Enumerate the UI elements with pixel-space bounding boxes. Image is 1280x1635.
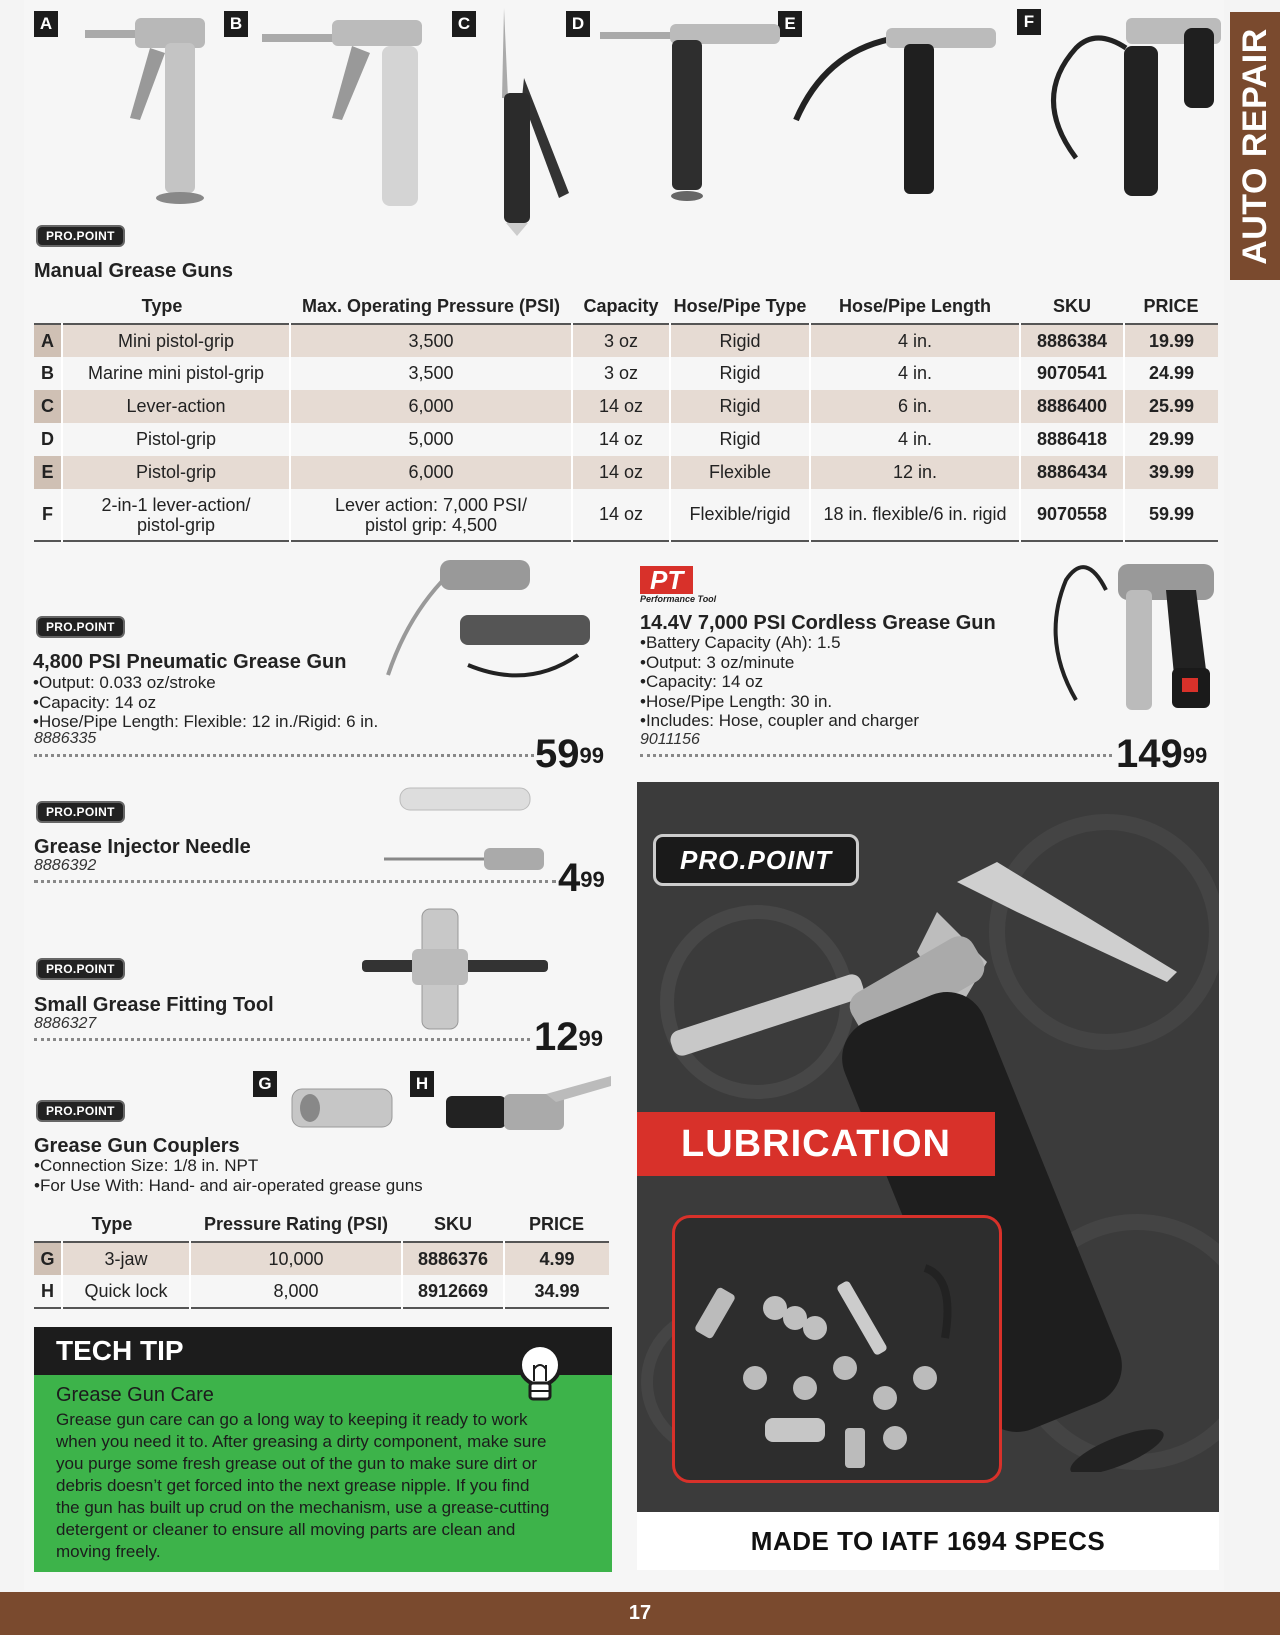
row-letter: G — [34, 1242, 62, 1275]
dotted-leader — [640, 754, 1112, 757]
product-letter-e: E — [778, 11, 802, 37]
grease-gun-f-image — [1036, 8, 1226, 208]
table-row — [34, 1242, 609, 1275]
needle-title: Grease Injector Needle — [34, 836, 251, 858]
coupler-letter-g: G — [253, 1071, 277, 1097]
col-hose-length: Hose/Pipe Length — [838, 296, 991, 316]
row-hose-type: Rigid — [670, 390, 810, 423]
tech-tip-subheading: Grease Gun Care — [56, 1384, 214, 1406]
pneumatic-specs — [33, 673, 378, 732]
tech-tip-box — [34, 1327, 612, 1572]
pro-point-badge: PRO.POINT — [36, 958, 125, 980]
grease-gun-e-image — [786, 10, 1006, 200]
coupler-g-image — [290, 1085, 394, 1131]
price-cents: 99 — [1182, 743, 1208, 768]
col-sku: SKU — [1052, 296, 1091, 316]
price-whole: 4 — [558, 856, 581, 900]
price-cents: 99 — [580, 867, 605, 892]
pneumatic-sku: 8886335 — [34, 730, 97, 747]
cordless-title: 14.4V 7,000 PSI Cordless Grease Gun — [640, 612, 996, 634]
row-hose-length: 6 in. — [810, 390, 1020, 423]
page-number: 17 — [628, 1602, 652, 1624]
row-letter: F — [42, 504, 53, 524]
dotted-leader — [34, 754, 534, 757]
spec-line: •Output: 3 oz/minute — [640, 652, 795, 672]
product-letter-c: C — [452, 11, 476, 37]
pro-point-badge: PRO.POINT — [36, 616, 125, 638]
table-row — [34, 456, 1218, 489]
cordless-sku: 9011156 — [640, 731, 700, 748]
table-row — [34, 390, 1218, 423]
row-type: Mini pistol-grip — [62, 324, 290, 357]
spec-line: •Hose/Pipe Length: Flexible: 12 in./Rigid: 6 in. — [33, 712, 379, 731]
row-price: 59.99 — [1124, 489, 1218, 541]
fitting-tool-price — [534, 1017, 603, 1057]
row-price: 4.99 — [504, 1242, 609, 1275]
price-whole: 12 — [534, 1015, 579, 1059]
pt-logo-mark: PT — [640, 566, 693, 594]
table-row — [34, 423, 1218, 456]
coupler-letter-h: H — [410, 1071, 434, 1097]
section-tab-label: AUTO REPAIR — [1235, 27, 1274, 265]
injector-needle-image — [384, 784, 564, 874]
pro-point-logo: PRO.POINT — [653, 834, 859, 886]
row-capacity: 14 oz — [572, 489, 670, 541]
row-hose-length: 18 in. flexible/6 in. rigid — [810, 489, 1020, 541]
row-hose-type: Flexible/rigid — [670, 489, 810, 541]
pneumatic-grease-gun-image — [378, 555, 618, 685]
coupler-h-image — [446, 1068, 616, 1148]
spec-line: •For Use With: Hand- and air-operated grease guns — [34, 1175, 423, 1195]
grease-gun-d-image — [600, 10, 780, 210]
price-cents: 99 — [578, 1026, 603, 1051]
dotted-leader — [34, 1038, 530, 1041]
pro-point-badge: PRO.POINT — [36, 225, 125, 247]
grease-gun-c-image — [494, 8, 584, 238]
grease-gun-b-image — [262, 8, 432, 208]
col-price: PRICE — [1143, 296, 1199, 316]
row-capacity: 14 oz — [572, 423, 670, 456]
table-row — [34, 1275, 609, 1308]
col-pressure: Max. Operating Pressure (PSI) — [301, 296, 561, 316]
spec-line: •Capacity: 14 oz — [33, 692, 157, 712]
couplers-specs — [34, 1156, 423, 1195]
row-price: 39.99 — [1124, 456, 1218, 489]
cordless-price — [1116, 734, 1207, 774]
performance-tool-logo — [640, 566, 716, 604]
row-type: Pistol-grip — [62, 456, 290, 489]
needle-price — [558, 858, 605, 898]
row-hose-type: Rigid — [670, 357, 810, 390]
row-type: Marine mini pistol-grip — [62, 357, 290, 390]
manual-grease-guns-table — [34, 290, 1218, 542]
section-tab — [1230, 12, 1280, 280]
product-letter-b: B — [224, 11, 248, 37]
row-letter: C — [34, 390, 62, 423]
col-type: Type — [91, 1214, 133, 1234]
spec-line: •Output: 0.033 oz/stroke — [33, 673, 216, 692]
price-cents: 99 — [579, 743, 604, 768]
lubrication-promo — [637, 782, 1219, 1512]
product-letter-a: A — [34, 11, 58, 37]
couplers-title: Grease Gun Couplers — [34, 1135, 240, 1157]
row-capacity: 3 oz — [572, 324, 670, 357]
grease-gun-a-image — [80, 8, 220, 208]
col-hose-type: Hose/Pipe Type — [673, 296, 807, 316]
couplers-table — [34, 1208, 609, 1309]
spec-line: •Battery Capacity (Ah): 1.5 — [640, 633, 841, 652]
fittings-box — [672, 1215, 1002, 1483]
row-letter: H — [41, 1280, 54, 1301]
col-pressure: Pressure Rating (PSI) — [203, 1214, 389, 1234]
row-type: Pistol-grip — [62, 423, 290, 456]
row-pressure: 6,000 — [290, 390, 572, 423]
row-sku: 8912669 — [402, 1275, 504, 1308]
row-sku: 8886418 — [1020, 423, 1124, 456]
row-hose-length: 12 in. — [810, 456, 1020, 489]
price-whole: 59 — [535, 732, 580, 776]
row-type: Lever-action — [62, 390, 290, 423]
spec-line: •Includes: Hose, coupler and charger — [640, 711, 920, 730]
price-whole: 149 — [1116, 732, 1183, 776]
page-footer — [0, 1592, 1280, 1635]
row-capacity: 14 oz — [572, 456, 670, 489]
row-sku: 8886434 — [1020, 456, 1124, 489]
needle-sku: 8886392 — [34, 857, 97, 874]
row-letter: D — [41, 429, 54, 449]
row-sku: 9070558 — [1020, 489, 1124, 541]
cordless-specs — [640, 633, 919, 731]
dotted-leader — [34, 880, 556, 883]
row-price: 19.99 — [1124, 324, 1218, 357]
tech-tip-body: Grease gun care can go a long way to keeping it ready to work when you need it to. After greasing a dirty component, make sure you purge some fresh grease out of the gun to make sure dirt or debris doesn’t get forced into the next grease nipple. If you find the gun has built up crud on the mechanism, use a grease-cutting detergent or cleaner to ensure all moving parts are clean and moving freely. — [56, 1410, 550, 1561]
tech-tip-heading: TECH TIP — [56, 1335, 184, 1366]
row-type — [62, 489, 290, 541]
table-header-row — [34, 290, 1218, 324]
row-type-line2: pistol-grip — [136, 514, 216, 535]
row-hose-type: Rigid — [670, 324, 810, 357]
row-type: Quick lock — [62, 1275, 190, 1308]
row-pressure: 8,000 — [190, 1275, 402, 1308]
row-capacity: 3 oz — [572, 357, 670, 390]
product-letter-f: F — [1017, 9, 1041, 35]
col-type: Type — [141, 296, 183, 316]
row-sku: 9070541 — [1020, 357, 1124, 390]
row-type-line1: 2-in-1 lever-action/ — [101, 494, 251, 515]
row-price: 24.99 — [1124, 357, 1218, 390]
table-row — [34, 357, 1218, 390]
manual-grease-guns-title: Manual Grease Guns — [34, 260, 233, 282]
iatf-specs-banner: MADE TO IATF 1694 SPECS — [637, 1512, 1219, 1570]
row-hose-length: 4 in. — [810, 324, 1020, 357]
col-price: PRICE — [528, 1214, 584, 1234]
fitting-tool-sku: 8886327 — [34, 1015, 97, 1032]
lubrication-banner: LUBRICATION — [637, 1112, 995, 1176]
fitting-tool-image — [362, 905, 552, 1035]
row-pressure: 10,000 — [190, 1242, 402, 1275]
pneumatic-price — [535, 734, 604, 774]
row-sku: 8886384 — [1020, 324, 1124, 357]
row-pressure-line1: Lever action: 7,000 PSI/ — [334, 494, 528, 515]
row-letter: B — [41, 363, 54, 383]
row-price: 34.99 — [504, 1275, 609, 1308]
table-header-row — [34, 1208, 609, 1242]
pt-logo-sub: Performance Tool — [640, 594, 717, 604]
fitting-tool-title: Small Grease Fitting Tool — [34, 994, 274, 1016]
grease-fittings-image — [675, 1218, 999, 1480]
row-pressure-line2: pistol grip: 4,500 — [364, 514, 498, 535]
product-letter-d: D — [566, 11, 590, 37]
row-hose-length: 4 in. — [810, 357, 1020, 390]
spec-line: •Hose/Pipe Length: 30 in. — [640, 691, 833, 711]
row-capacity: 14 oz — [572, 390, 670, 423]
row-hose-type: Rigid — [670, 423, 810, 456]
spec-line: •Connection Size: 1/8 in. NPT — [34, 1156, 259, 1175]
lightbulb-icon — [512, 1337, 568, 1417]
row-hose-length: 4 in. — [810, 423, 1020, 456]
row-price: 29.99 — [1124, 423, 1218, 456]
pro-point-badge: PRO.POINT — [36, 801, 125, 823]
col-sku: SKU — [433, 1214, 472, 1234]
row-letter: E — [34, 456, 62, 489]
row-price: 25.99 — [1124, 390, 1218, 423]
table-row — [34, 324, 1218, 357]
row-type: 3-jaw — [62, 1242, 190, 1275]
row-letter: A — [34, 324, 62, 357]
row-hose-type: Flexible — [670, 456, 810, 489]
row-pressure: 3,500 — [290, 324, 572, 357]
row-pressure: 5,000 — [290, 423, 572, 456]
row-sku: 8886376 — [402, 1242, 504, 1275]
table-row — [34, 489, 1218, 541]
row-sku: 8886400 — [1020, 390, 1124, 423]
cordless-grease-gun-image — [1046, 550, 1226, 730]
col-capacity: Capacity — [583, 296, 659, 316]
row-pressure — [290, 489, 572, 541]
spec-line: •Capacity: 14 oz — [640, 672, 764, 691]
row-pressure: 3,500 — [290, 357, 572, 390]
pneumatic-title: 4,800 PSI Pneumatic Grease Gun — [33, 651, 347, 673]
row-pressure: 6,000 — [290, 456, 572, 489]
pro-point-badge: PRO.POINT — [36, 1100, 125, 1122]
